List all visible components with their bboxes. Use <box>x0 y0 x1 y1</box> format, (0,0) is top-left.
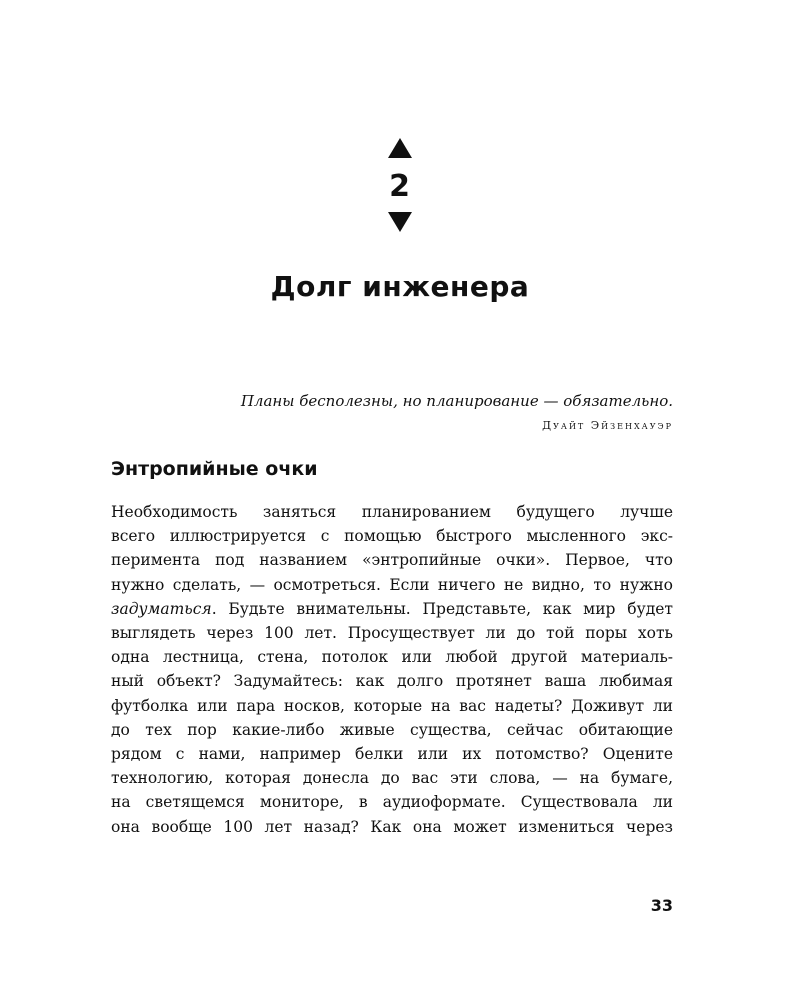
body-line: всего иллюстрируется с помощью быстрого мысленного экс- <box>111 527 673 546</box>
triangle-up-icon <box>388 138 412 158</box>
epigraph <box>150 390 673 436</box>
chapter-number: 2 <box>389 169 411 204</box>
body-line-rest: . Будьте внимательны. Представьте, как мир будет <box>211 599 673 618</box>
body-line: до тех пор какие-либо живые существа, сейчас обитающие <box>111 720 673 739</box>
page-number: 33 <box>650 896 673 915</box>
epigraph-quote: Планы бесполезны, но планирование — обязательно. <box>240 392 673 410</box>
body-line: рядом с нами, например белки или их потомство? Оцените <box>111 745 673 764</box>
body-text <box>111 500 673 839</box>
triangle-down-icon <box>388 212 412 232</box>
body-line: она вообще 100 лет назад? Как она может измениться через <box>111 817 673 836</box>
body-line: технологию, которая донесла до вас эти слова, — на бумаге, <box>111 769 673 788</box>
body-line: на светящемся мониторе, в аудиоформате. Существовала ли <box>111 793 673 812</box>
body-line: перимента под названием «энтропийные очки». Первое, что <box>111 551 673 570</box>
body-line: Необходимость заняться планированием будущего лучше <box>111 503 673 521</box>
body-line: футболка или пара носков, которые на вас надеты? Доживут ли <box>111 696 673 715</box>
body-line: выглядеть через 100 лет. Просуществует ли до той поры хоть <box>111 624 673 643</box>
body-line <box>111 597 673 621</box>
body-line: одна лестница, стена, потолок или любой другой материаль- <box>111 648 673 667</box>
chapter-title: Долг инженера <box>270 270 530 303</box>
section-title: Энтропийные очки <box>111 458 318 480</box>
body-line: ный объект? Задумайтесь: как долго протянет ваша любимая <box>111 672 673 691</box>
chapter-marker <box>0 138 800 232</box>
body-line: нужно сделать, — осмотреться. Если ничего не видно, то нужно <box>111 575 673 594</box>
epigraph-author: Дуайт Эйзенхауэр <box>542 419 673 432</box>
emphasized-word: задуматься <box>111 599 212 618</box>
